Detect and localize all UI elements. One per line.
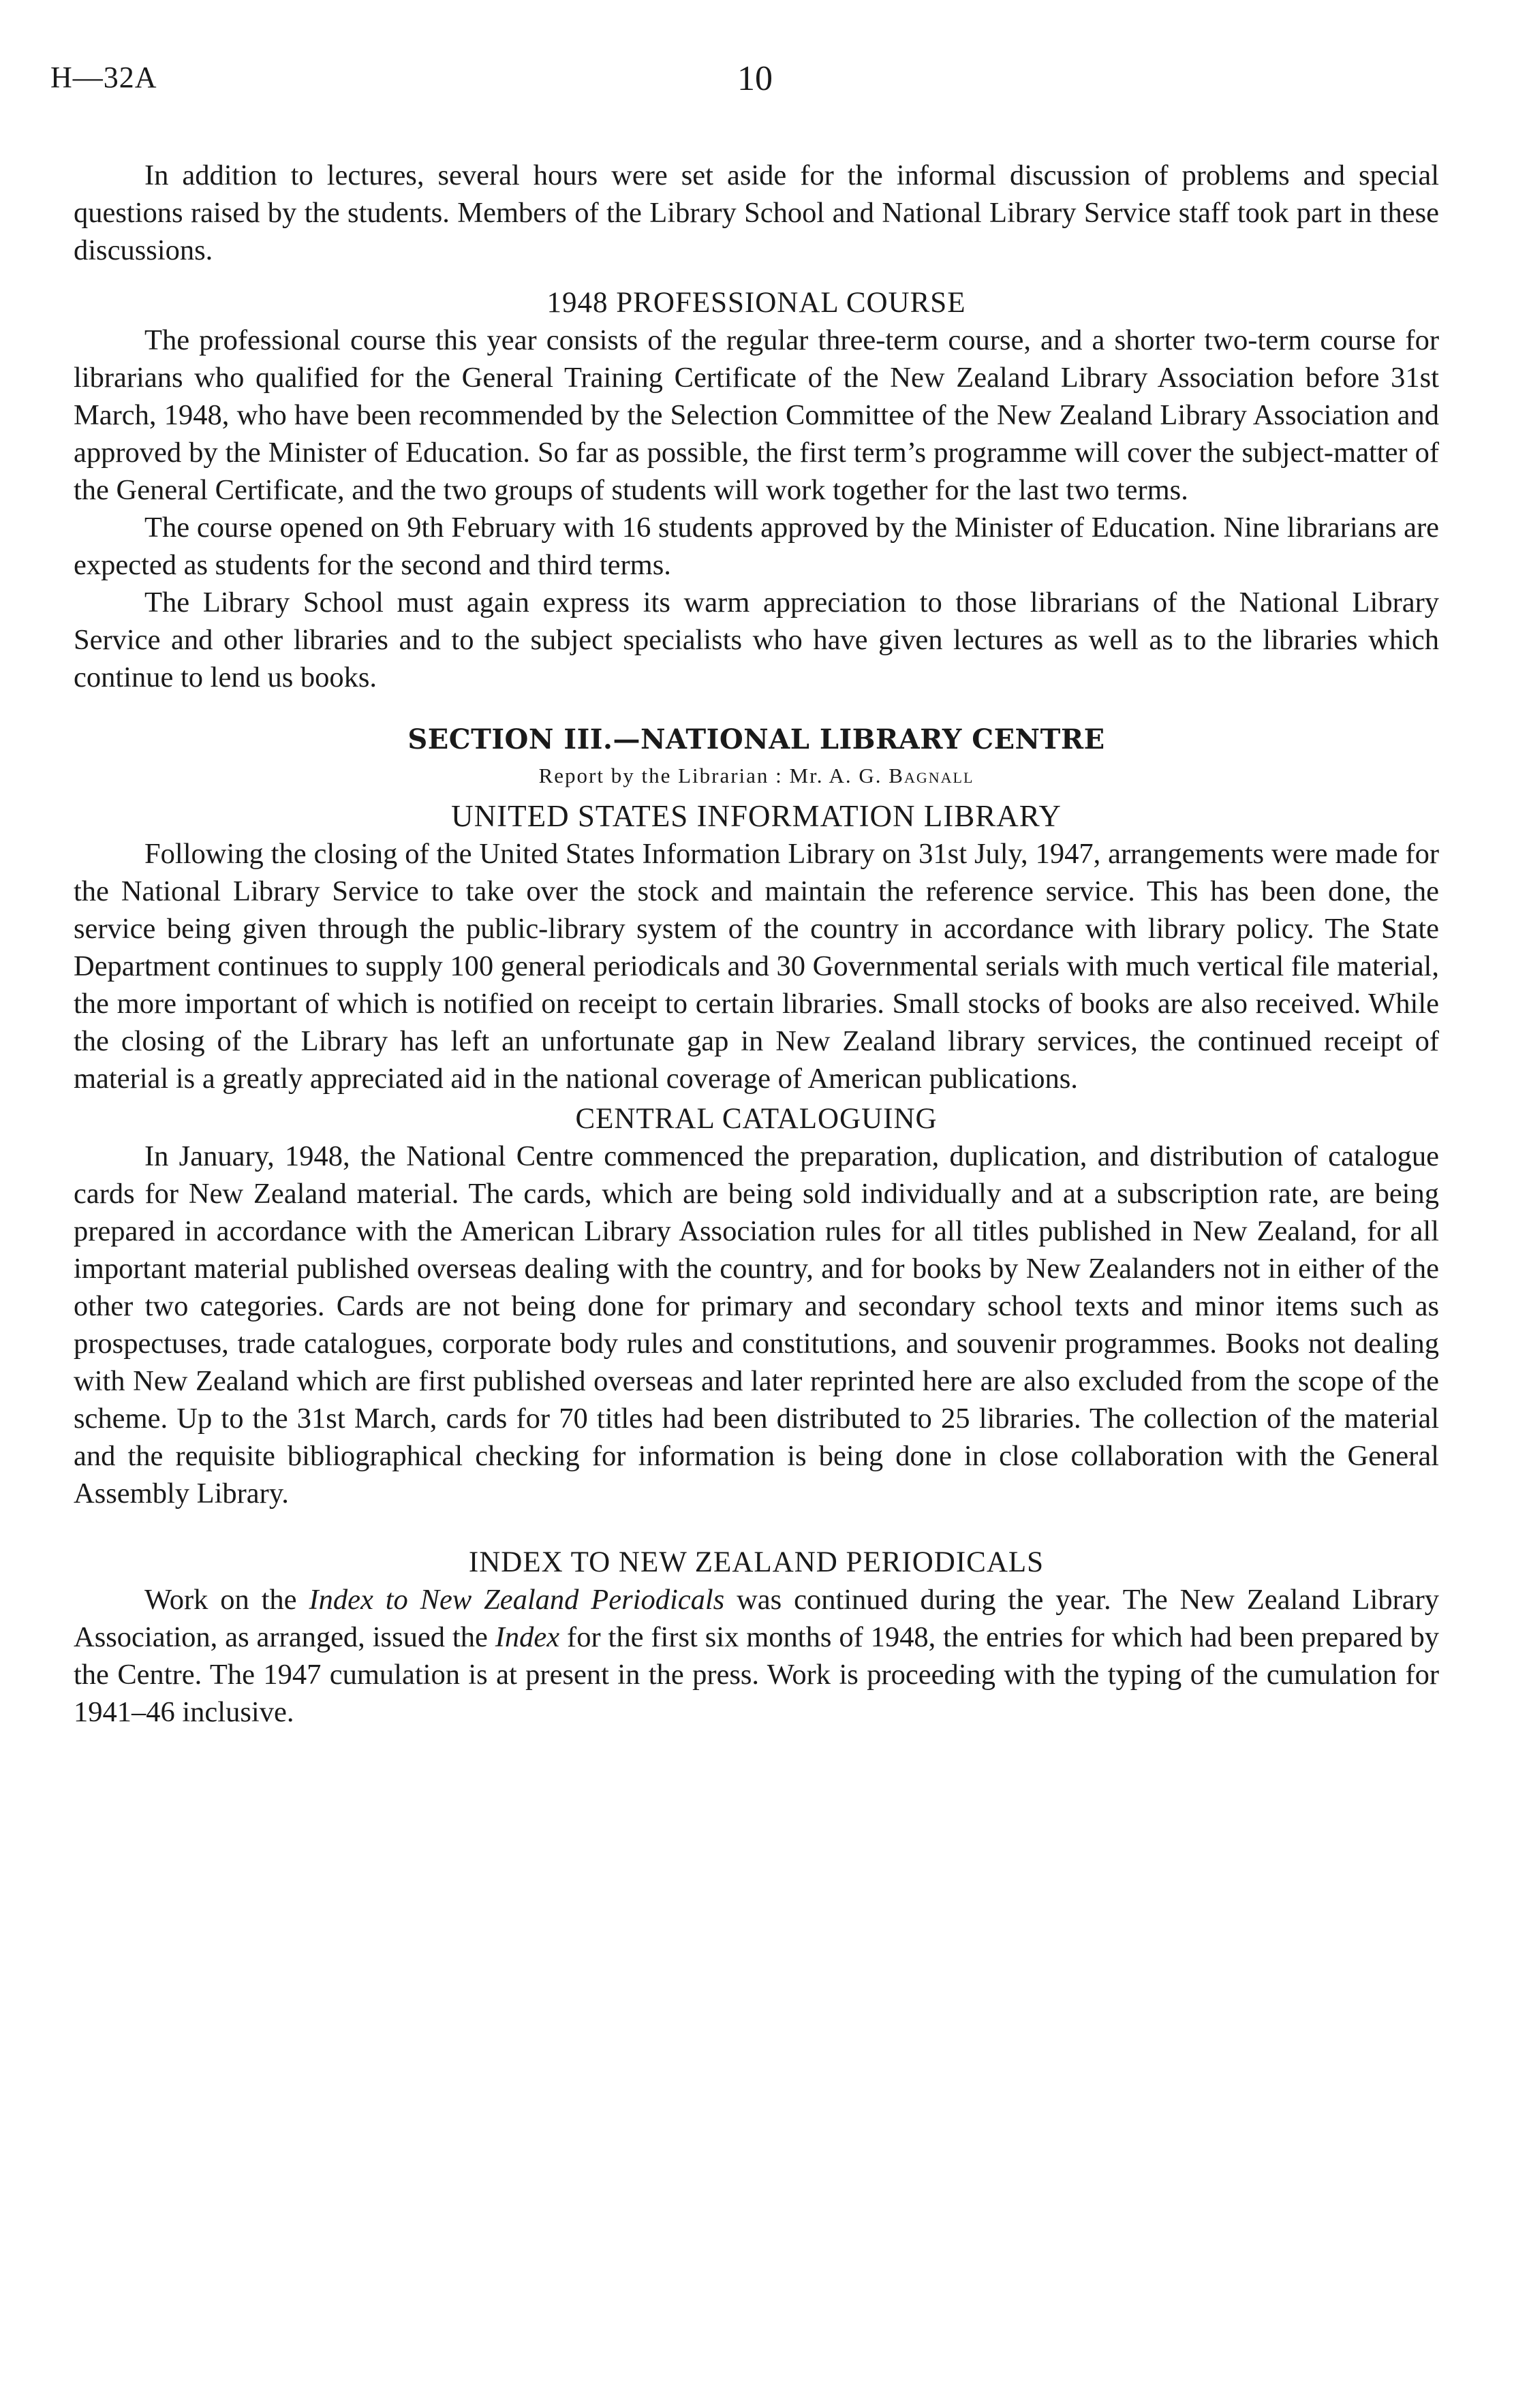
heading-professional-course: 1948 PROFESSIONAL COURSE	[546, 287, 966, 319]
index-text-part-a: Work on the	[144, 1584, 309, 1616]
heading-section-iii: SECTION III.—NATIONAL LIBRARY CENTRE	[407, 723, 1105, 755]
heading-central-cataloguing: CENTRAL CATALOGUING	[575, 1103, 938, 1135]
intro-paragraph: In addition to lectures, several hours were set aside for the informal discussion of problems and special questions raised by the students. Members of the Library School and National Library Service staff took part in these discussions.	[74, 159, 1439, 266]
professional-course-paragraph-2: The course opened on 9th February with 16 students approved by the Minister of Education. Nine librarians are expected as students for the second and third terms.	[74, 512, 1439, 581]
index-text-part-b: was continued during the year. The New Zealand Library Association, as arranged, issued the	[74, 1584, 1439, 1653]
index-text-part-c: for the first six months of 1948, the entries for which had been prepared by the Centre. The 1947 cumulation is at present in the press. Work is proceeding with the typing of the cumulation for 1941–46 inclusive.	[74, 1621, 1439, 1728]
body-text	[74, 157, 1439, 1731]
us-information-library-paragraph: Following the closing of the United States Information Library on 31st July, 1947, arrangements were made for the National Library Service to take over the stock and maintain the reference service. This has been done, the service being given through the public-library system of the country in accordance with library policy. The State Department continues to supply 100 general periodicals and 30 Governmental serials with much vertical file material, the more important of which is notified on receipt to certain libraries. Small stocks of books are also received. While the closing of the Library has left an unfortunate gap in New Zealand library services, the continued receipt of material is a greatly appreciated aid in the national coverage of American publications.	[74, 838, 1439, 1095]
central-cataloguing-paragraph: In January, 1948, the National Centre commenced the preparation, duplication, and distribution of catalogue cards for New Zealand material. The cards, which are being sold individually and at a subscription rate, are being prepared in accordance with the American Library Association rules for all titles published in New Zealand, for all important material published overseas dealing with the country, and for books by New Zealanders not in either of the other two categories. Cards are not being done for primary and secondary school texts and minor items such as prospectuses, trade catalogues, corporate body rules and constitutions, and souvenir programmes. Books not dealing with New Zealand which are first published overseas and later reprinted here are also excluded from the scope of the scheme. Up to the 31st March, cards for 70 titles had been distributed to 25 libraries. The collection of the material and the requisite bibliographical checking for information is being done in close collaboration with the General Assembly Library.	[74, 1140, 1439, 1510]
page-number: 10	[737, 59, 773, 98]
byline-name: Bagnall	[889, 764, 974, 787]
heading-us-information-library: UNITED STATES INFORMATION LIBRARY	[451, 799, 1062, 833]
page-header	[50, 60, 1447, 121]
index-periodicals-title: Index to New Zealand Periodicals	[309, 1584, 725, 1616]
report-byline	[74, 760, 1439, 792]
byline-prefix: Report by the Librarian : Mr. A. G.	[538, 764, 889, 787]
professional-course-paragraph-3: The Library School must again express its warm appreciation to those librarians of the National Library Service and other libraries and to the subject specialists who have given lectures as well as to the libraries which continue to lend us books.	[74, 587, 1439, 693]
professional-course-paragraph-1: The professional course this year consists of the regular three-term course, and a shorter two-term course for librarians who qualified for the General Training Certificate of the New Zealand Library Association before 31st March, 1948, who have been recommended by the Selection Committee of the New Zealand Library Association and approved by the Minister of Education. So far as possible, the first term’s programme will cover the subject-matter of the General Certificate, and the two groups of students will work together for the last two terms.	[74, 324, 1439, 506]
index-title-short: Index	[495, 1621, 560, 1653]
heading-index-periodicals: INDEX TO NEW ZEALAND PERIODICALS	[468, 1546, 1045, 1578]
document-reference: H—32A	[50, 61, 157, 94]
index-periodicals-paragraph	[74, 1581, 1439, 1731]
